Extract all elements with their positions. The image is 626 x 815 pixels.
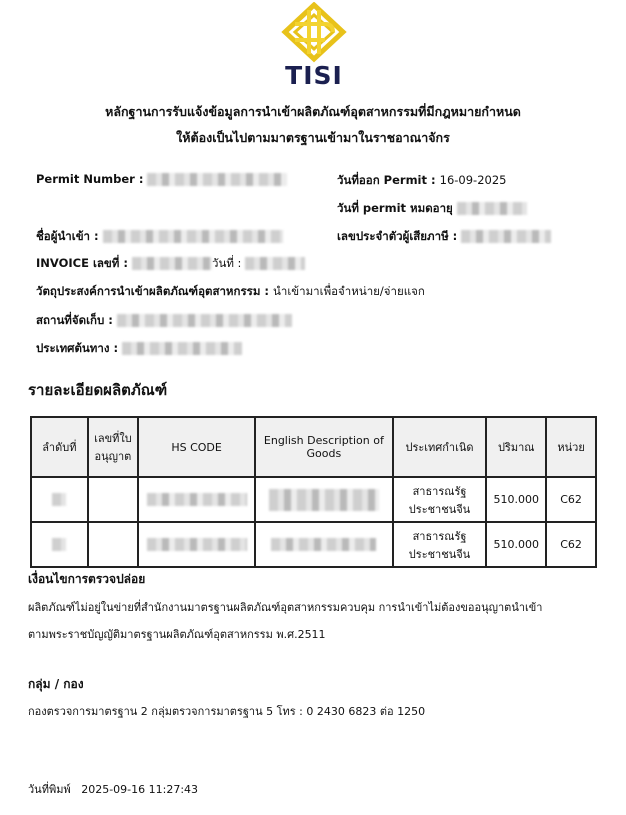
issue-date-value: 16-09-2025 — [439, 173, 507, 187]
redacted-value — [461, 230, 551, 243]
quantity-cell: 510.000 — [486, 522, 546, 567]
redacted-value — [122, 342, 242, 355]
col-header-unit: หน่วย — [546, 417, 596, 477]
expiry-date-label: วันที่ permit หมดอายุ — [337, 201, 453, 215]
expiry-date-field — [337, 200, 527, 218]
quantity-cell: 510.000 — [486, 477, 546, 522]
redacted-value — [147, 538, 247, 551]
purpose-field — [36, 283, 425, 301]
tisi-logo — [281, 2, 347, 88]
col-header-seq: ลำดับที่ — [31, 417, 88, 477]
conditions-heading: เงื่อนไขการตรวจปล่อย — [28, 572, 146, 586]
document-title-line2: ให้ต้องเป็นไปตามมาตรฐานเข้ามาในราชอาณาจักร — [176, 130, 450, 145]
invoice-label: INVOICE เลขที่ : — [36, 256, 128, 270]
print-datetime-value: 2025-09-16 11:27:43 — [81, 783, 199, 796]
redacted-value — [52, 538, 66, 551]
products-heading: รายละเอียดผลิตภัณฑ์ — [28, 381, 168, 399]
col-header-quantity: ปริมาณ — [486, 417, 546, 477]
unit-cell: C62 — [546, 477, 596, 522]
issue-date-field — [337, 172, 506, 190]
permit-number-label: Permit Number : — [36, 172, 144, 186]
products-table — [30, 416, 597, 568]
purpose-value: นำเข้ามาเพื่อจำหน่าย/จ่ายแจก — [273, 284, 425, 298]
conditions-line1: ผลิตภัณฑ์ไม่อยู่ในข่ายที่สำนักงานมาตรฐานผลิตภัณฑ์อุตสาหกรรมควบคุม การนำเข้าไม่ต้องขออนุญาตนำเข้า — [28, 601, 543, 614]
redacted-value — [52, 493, 66, 506]
col-header-license-no: เลขที่ใบอนุญาต — [88, 417, 139, 477]
country-cell: สาธารณรัฐประชาชนจีน — [393, 522, 487, 567]
svg-text:TISI: TISI — [285, 61, 343, 88]
importer-label: ชื่อผู้นำเข้า : — [36, 229, 99, 243]
table-header-row — [31, 417, 596, 477]
division-heading: กลุ่ม / กอง — [28, 677, 84, 691]
redacted-value — [132, 257, 212, 270]
importer-field — [36, 228, 283, 246]
print-datetime — [28, 780, 198, 798]
col-header-hs-code: HS CODE — [138, 417, 255, 477]
invoice-date-label: วันที่ : — [212, 256, 242, 270]
purpose-label: วัตถุประสงค์การนำเข้าผลิตภัณฑ์อุตสาหกรรม : — [36, 284, 270, 298]
table-row — [31, 477, 596, 522]
unit-cell: C62 — [546, 522, 596, 567]
redacted-value — [269, 489, 379, 511]
redacted-value — [103, 230, 283, 243]
issue-date-label: วันที่ออก Permit : — [337, 173, 436, 187]
storage-label: สถานที่จัดเก็บ : — [36, 313, 113, 327]
origin-field — [36, 340, 242, 358]
redacted-value — [147, 493, 247, 506]
redacted-value — [117, 314, 292, 327]
conditions-line2: ตามพระราชบัญญัติมาตรฐานผลิตภัณฑ์อุตสาหกรรม พ.ศ.2511 — [28, 628, 326, 641]
license-no-cell — [88, 522, 139, 567]
table-row — [31, 522, 596, 567]
country-cell: สาธารณรัฐประชาชนจีน — [393, 477, 487, 522]
origin-label: ประเทศต้นทาง : — [36, 341, 119, 355]
tax-id-label: เลขประจำตัวผู้เสียภาษี : — [337, 229, 458, 243]
redacted-value — [271, 538, 376, 551]
col-header-country: ประเทศกำเนิด — [393, 417, 487, 477]
license-no-cell — [88, 477, 139, 522]
storage-field — [36, 312, 292, 330]
invoice-field — [36, 255, 305, 273]
tax-id-field — [337, 228, 551, 246]
col-header-description: English Description of Goods — [255, 417, 393, 477]
division-text: กองตรวจการมาตรฐาน 2 กลุ่มตรวจการมาตรฐาน 5 โทร : 0 2430 6823 ต่อ 1250 — [28, 705, 426, 718]
redacted-value — [245, 257, 305, 270]
redacted-value — [457, 202, 527, 215]
permit-number-field — [36, 172, 287, 186]
print-label: วันที่พิมพ์ — [28, 783, 71, 796]
redacted-value — [147, 173, 287, 186]
document-title-line1: หลักฐานการรับแจ้งข้อมูลการนำเข้าผลิตภัณฑ์อุตสาหกรรมที่มีกฎหมายกำหนด — [105, 104, 521, 119]
